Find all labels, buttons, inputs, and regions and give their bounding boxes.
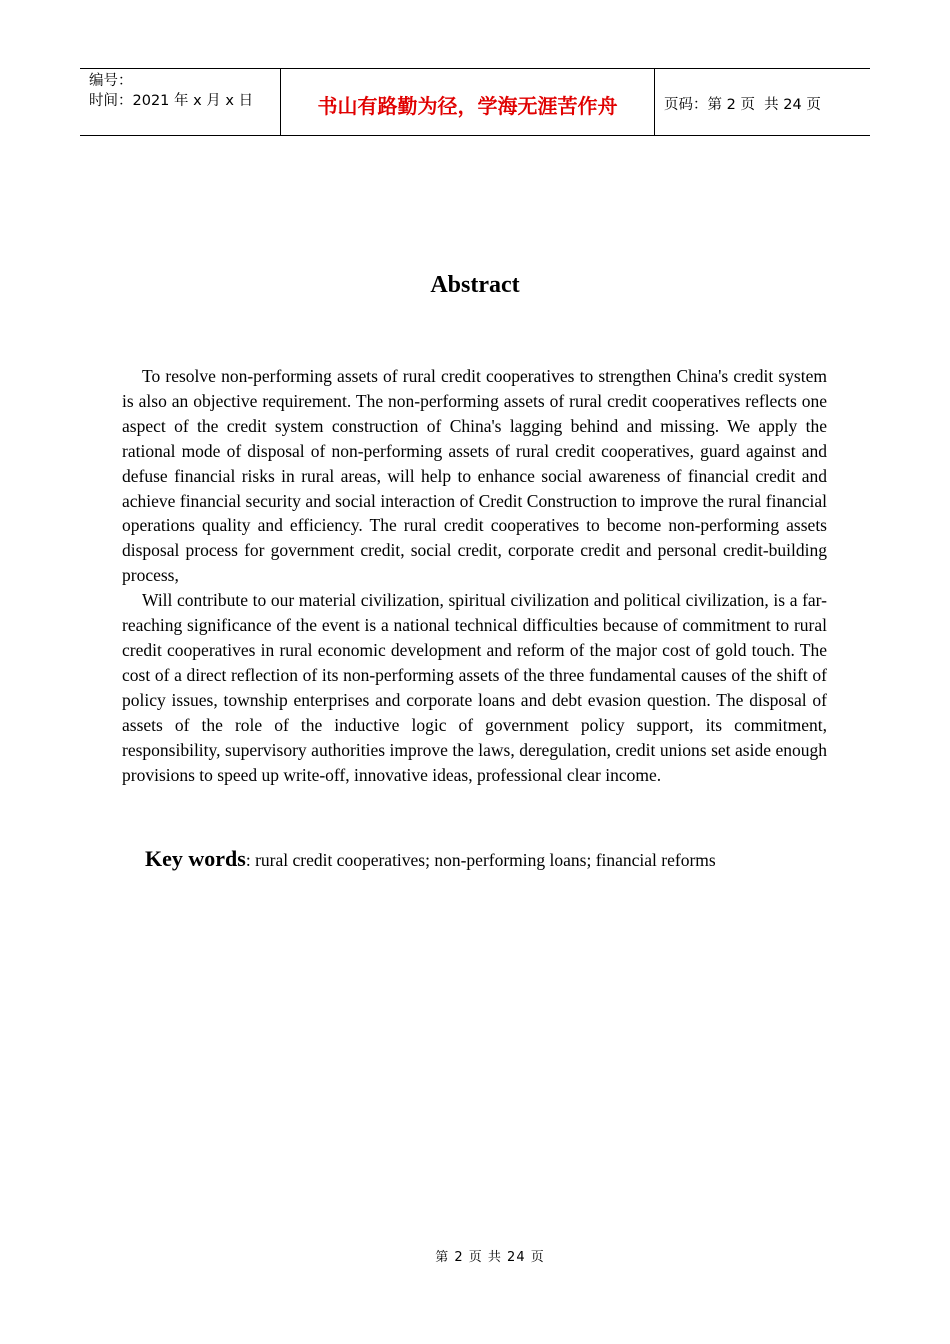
header-meta-cell	[80, 69, 281, 135]
header-motto: 书山有路勤为径，学海无涯苦作舟	[281, 69, 655, 135]
abstract-paragraph: Will contribute to our material civilization, spiritual civilization and political civilization, is a far-reaching significance of the event is a national technical difficulties because of commitment to rural credit cooperatives in rural economic development and reform of the major cost of gold touch. The cost of a direct reflection of its non-performing assets of the three fundamental causes of the shift of policy issues, township enterprises and corporate loans and debt evasion question. The disposal of assets of the role of the inductive logic of government policy support, its commitment, responsibility, supervisory authorities improve the laws, deregulation, credit unions set aside enough provisions to speed up write-off, innovative ideas, professional clear income.	[122, 590, 827, 785]
keywords-line	[145, 846, 845, 872]
keywords-label: Key words	[145, 846, 246, 871]
header-date-label: 时间：2021 年 x 月 x 日	[89, 93, 254, 109]
page-title: Abstract	[430, 272, 520, 298]
page-footer: 第 2 页 共 24 页	[435, 1250, 545, 1265]
document-header	[80, 68, 870, 136]
header-page-cell	[655, 69, 870, 135]
abstract-body	[122, 364, 827, 787]
abstract-paragraph: To resolve non-performing assets of rural credit cooperatives to strengthen China's credit system is also an objective requirement. The non-performing assets of rural credit cooperatives reflects one aspect of the credit system construction of China's lagging behind and missing. We apply the rational mode of disposal of non-performing assets of rural credit cooperatives, guard against and defuse financial risks in rural areas, will help to enhance social awareness of financial credit and achieve financial security and social interaction of Credit Construction to improve the rural financial operations quality and efficiency. The rural credit cooperatives to become non-performing assets disposal process for government credit, social credit, corporate credit and personal credit-building process,	[122, 366, 827, 586]
header-page-info: 页码：第 2 页 共 24 页	[664, 96, 821, 113]
header-number-label: 编号：	[89, 73, 133, 89]
keywords-text: : rural credit cooperatives; non-performing loans; financial reforms	[245, 850, 716, 870]
